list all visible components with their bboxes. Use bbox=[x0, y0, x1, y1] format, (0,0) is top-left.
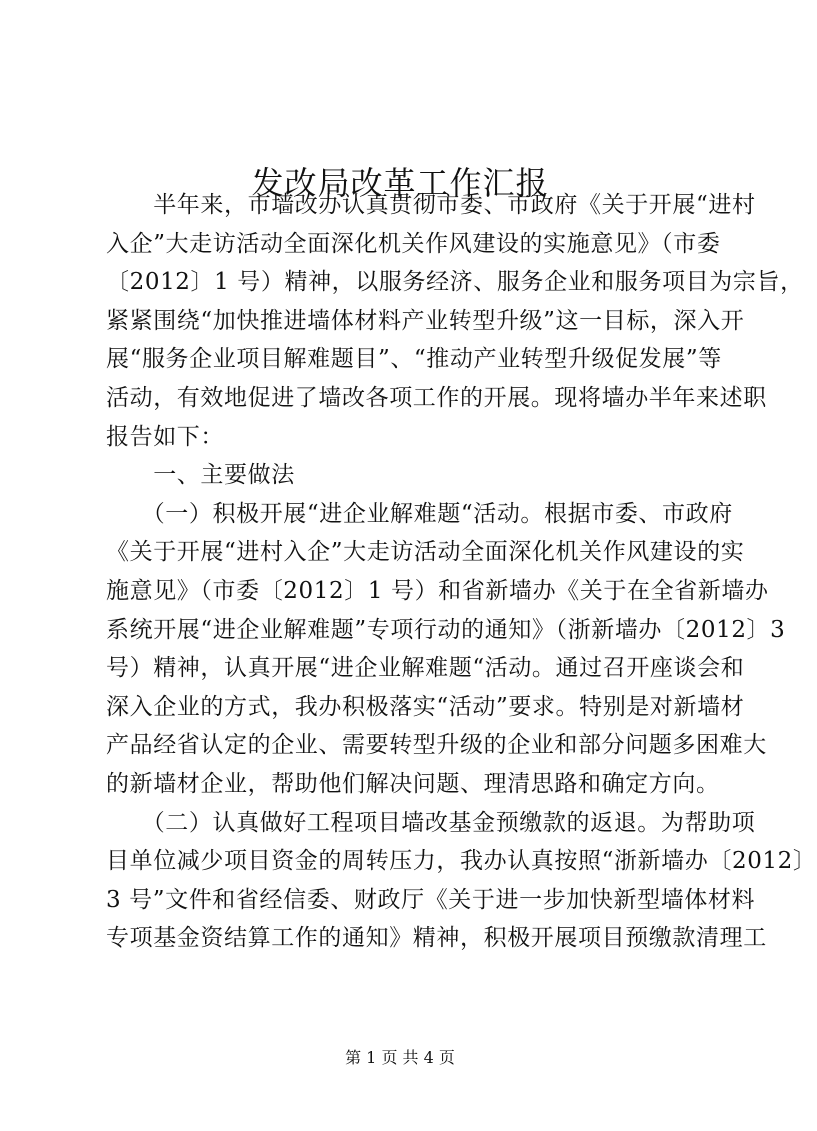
body-line: 目单位减少项目资金的周转压力，我办认真按照“浙新墙办〔2012〕 bbox=[106, 848, 817, 875]
body-line: 系统开展“进企业解难题”专项行动的通知》（浙新墙办〔2012〕3 bbox=[106, 616, 786, 643]
body-line: 紧紧围绕“加快推进墙体材料产业转型升级”这一目标，深入开 bbox=[106, 307, 745, 334]
body-line: 施意见》（市委〔2012〕1 号）和省新墙办《关于在全省新墙办 bbox=[106, 577, 769, 604]
body-line: 展“服务企业项目解难题目”、“推动产业转型升级促发展”等 bbox=[106, 346, 722, 373]
body-line: 半年来，市墙改办认真贯彻市委、市政府《关于开展“进村 bbox=[106, 192, 756, 218]
body-line: 活动，有效地促进了墙改各项工作的开展。现将墙办半年来述职 bbox=[106, 384, 767, 411]
body-line: 〔2012〕1 号）精神，以服务经济、服务企业和服务项目为宗旨， bbox=[106, 269, 804, 296]
document-title: 发改局改革工作汇报 bbox=[251, 164, 549, 203]
body-line: 入企”大走访活动全面深化机关作风建设的实施意见》（市委 bbox=[106, 230, 721, 257]
page-number-footer: 第 1 页 共 4 页 bbox=[345, 1048, 455, 1067]
body-line: 《关于开展“进村入企”大走访活动全面深化机关作风建设的实 bbox=[106, 539, 745, 566]
document-body bbox=[106, 186, 817, 958]
body-line: 深入企业的方式，我办积极落实“活动”要求。特别是对新墙材 bbox=[106, 693, 745, 720]
section-heading: 一、主要做法 bbox=[106, 462, 295, 489]
body-line: 3 号”文件和省经信委、财政厅《关于进一步加快新型墙体材料 bbox=[106, 886, 756, 913]
body-line: 专项基金资结算工作的通知》精神，积极开展项目预缴款清理工 bbox=[106, 925, 767, 952]
body-line: 的新墙材企业，帮助他们解决问题、理清思路和确定方向。 bbox=[106, 770, 720, 797]
body-line: （一）积极开展“进企业解难题“活动。根据市委、市政府 bbox=[106, 500, 733, 527]
body-line: 报告如下： bbox=[106, 423, 224, 450]
body-line: （二）认真做好工程项目墙改基金预缴款的返退。为帮助项 bbox=[106, 809, 756, 836]
body-line: 产品经省认定的企业、需要转型升级的企业和部分问题多困难大 bbox=[106, 732, 767, 759]
body-line: 号）精神，认真开展“进企业解难题“活动。通过召开座谈会和 bbox=[106, 655, 745, 682]
